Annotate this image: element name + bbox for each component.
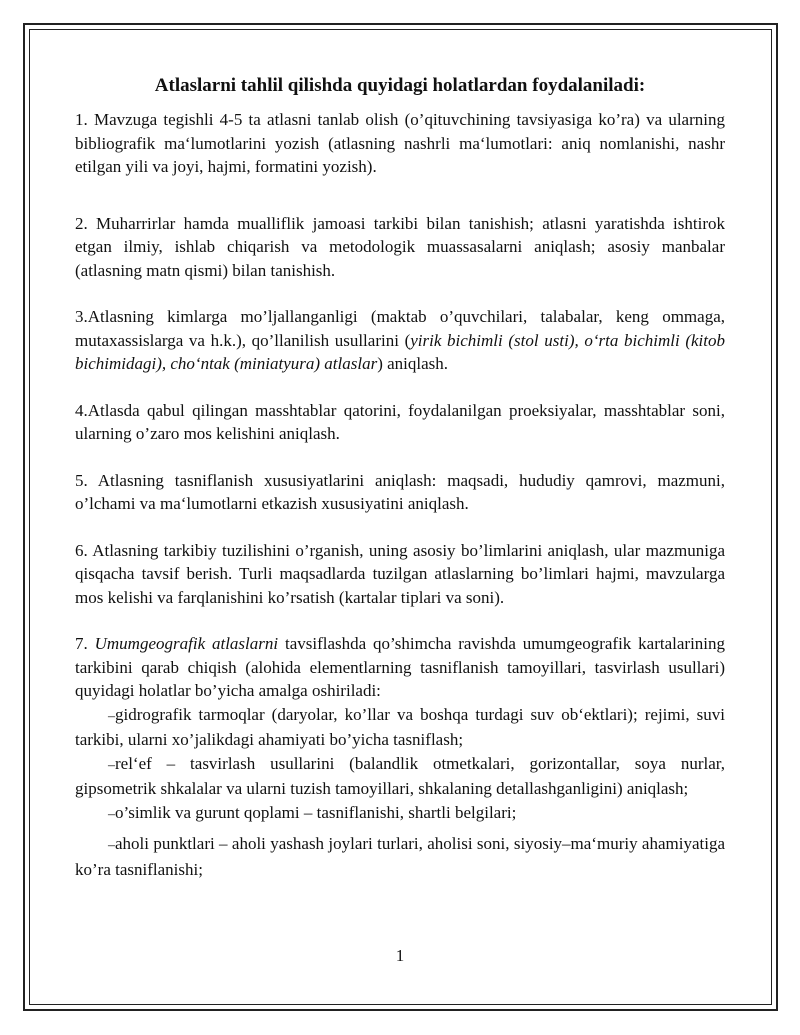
list-item-relief: [75, 752, 725, 801]
dash-marker: –: [108, 838, 115, 853]
paragraph-4: 4.Atlasda qabul qilingan masshtablar qatorini, foydalanilgan proeksiyalar, masshtablar soni, ularning o’zaro mos kelishini aniqlash.: [75, 400, 725, 443]
list-item-text: aholi punktlari – aholi yashash joylari turlari, aholisi soni, siyosiy–ma‘muriy ahamiyatiga ko’ra tasniflanishi;: [75, 834, 725, 879]
paragraph-7-italic: Umumgeografik atlaslarni: [94, 634, 279, 653]
list-item-text: rel‘ef – tasvirlash usullarini (balandlik otmetkalari, gorizontallar, soya nurlar, gipsometrik shkalalar va ularni tuzish tamoyillari, shkalaning detallashganligini) aniqlash;: [75, 753, 725, 798]
dash-marker: –: [108, 708, 115, 724]
dash-marker: –: [108, 757, 115, 773]
list-item-hydrography: [75, 703, 725, 752]
page-number: 1: [395, 946, 405, 965]
paragraph-5: 5. Atlasning tasniflanish xususiyatlarini aniqlash: maqsadi, hududiy qamrovi, mazmuni, o’lchami va ma‘lumotlarni etkazish xususiyatini aniqlash.: [75, 470, 725, 513]
dash-marker: –: [108, 806, 115, 822]
paragraph-6: 6. Atlasning tarkibiy tuzilishini o’rganish, uning asosiy bo’limlarini aniqlash, ular mazmuniga qisqacha tavsif berish. Turli maqsadlarda tuzilgan atlaslarning bo’limlari hajmi, mavzularga mos kelishi va farqlanishini ko’rsatish (kartalar tiplari va soni).: [75, 540, 725, 607]
paragraph-3: [75, 305, 725, 376]
document-body: [75, 74, 725, 881]
paragraph-3-text-a: 3.Atlasning kimlarga mo’ljallanganligi (maktab o’quvchilari, talabalar, keng ommaga, mutaxassislarga va h.k.), qo’llanilish usullarini (: [75, 307, 725, 350]
list-item-settlements: [75, 832, 725, 881]
paragraph-3-italic: yirik bichimli (stol usti), o‘rta bichimli (kitob bichimidagi), cho‘ntak (miniatyura) atlaslar: [75, 330, 726, 373]
list-item-text: gidrografik tarmoqlar (daryolar, ko’llar va boshqa turdagi suv ob‘ektlari); rejimi, suvi tarkibi, ularni xo’jalikdagi ahamiyati bo’yicha tasniflash;: [75, 704, 725, 749]
list-item-vegetation: [75, 801, 725, 827]
document-title: Atlaslarni tahlil qilishda quyidagi holatlardan foydalaniladi:: [154, 75, 646, 96]
paragraph-3-text-c: ) aniqlash.: [377, 354, 449, 373]
paragraph-7-text-c: tavsiflashda qo’shimcha ravishda umumgeografik kartalarining tarkibini qarab chiqish (alohida elementlarning tasniflanish tamoyillari, tasvirlash usullari) quyidagi holatlar bo’yicha amalga oshiriladi:: [75, 634, 726, 700]
paragraph-1: 1. Mavzuga tegishli 4-5 ta atlasni tanlab olish (o’qituvchining tavsiyasiga ko’ra) va ularning bibliografik ma‘lumotlarini yozish (atlasning nashrli ma‘lumotlari: aniq nomlanishi, nashr etilgan yili va joyi, hajmi, formatini yozish).: [75, 110, 725, 176]
list-item-text: o’simlik va gurunt qoplami – tasniflanishi, shartli belgilari;: [115, 802, 517, 822]
paragraph-2: 2. Muharrirlar hamda mualliflik jamoasi tarkibi bilan tanishish; atlasni yaratishda ishtirok etgan ilmiy, ishlab chiqarish va metodologik muassasalarni aniqlash; asosiy manbalar (atlasning matn qismi) bilan tanishish.: [75, 213, 725, 280]
paragraph-7-text-a: 7.: [75, 634, 95, 653]
paragraph-7: [75, 632, 725, 703]
